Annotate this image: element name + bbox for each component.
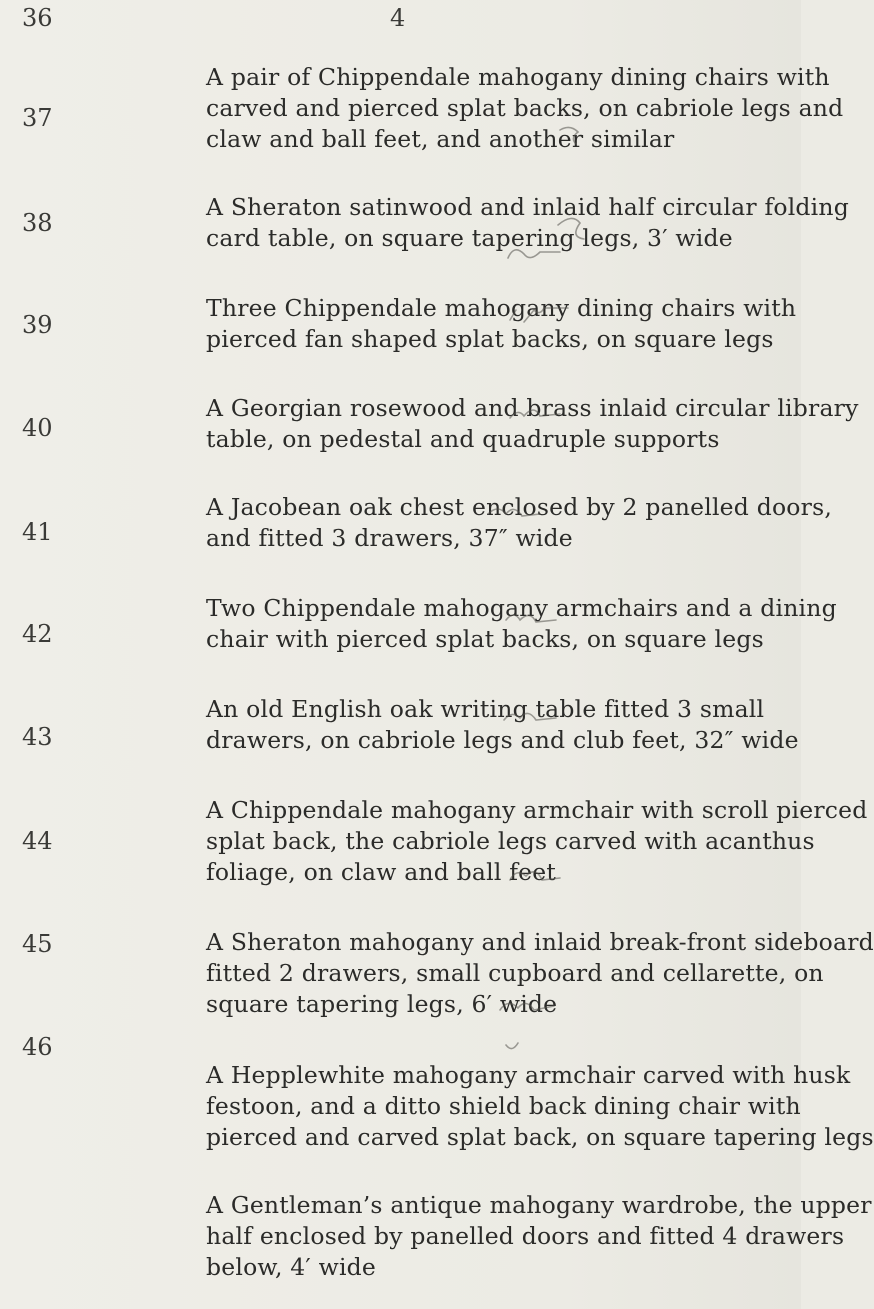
lot-description [206,795,868,888]
lot-line: A Jacobean oak chest enclosed by 2 panelled doors, [206,493,833,521]
lot-number: 43 [22,723,53,751]
lot-line: chair with pierced splat backs, on square legs [206,625,764,653]
lot-line: and fitted 3 drawers, 37″ wide [206,524,573,552]
lot-description [206,192,849,254]
lot-line: carved and pierced splat backs, on cabriole legs and [206,94,844,122]
lot-number: 38 [22,209,53,237]
lot-number: 45 [22,930,53,958]
lot-number: 36 [22,4,53,32]
lot-line: A pair of Chippendale mahogany dining chairs with [206,63,830,91]
lot-line: A Sheraton satinwood and inlaid half circular folding [206,193,849,221]
lot-line: fitted 2 drawers, small cupboard and cellarette, on [206,959,824,987]
lot-description [206,492,833,554]
lot-line: drawers, on cabriole legs and club feet, 32″ wide [206,726,799,754]
lot-line: A Hepplewhite mahogany armchair carved with husk [206,1061,851,1089]
lot-number: 41 [22,518,53,546]
lot-number: 42 [22,620,53,648]
lot-line: half enclosed by panelled doors and fitted 4 drawers [206,1222,845,1250]
lot-number: 44 [22,827,53,855]
lot-description [206,1060,874,1153]
lot-line: An old English oak writing table fitted 3 small [206,695,765,723]
lot-number: 39 [22,311,53,339]
lot-line: pierced and carved splat back, on square tapering legs [206,1123,874,1151]
pencil-mark [506,1043,518,1049]
lot-number: 37 [22,104,53,132]
lot-line: A Sheraton mahogany and inlaid break-front sideboard [206,928,874,956]
lot-line: A Chippendale mahogany armchair with scroll pierced [206,796,868,824]
lot-line: A Gentleman’s antique mahogany wardrobe, the upper [206,1191,872,1219]
lot-line: festoon, and a ditto shield back dining chair with [206,1092,801,1120]
lot-line: splat back, the cabriole legs carved with acanthus [206,827,815,855]
lot-line: card table, on square tapering legs, 3′ wide [206,224,733,252]
lot-description [206,293,797,355]
page-number: 4 [390,4,406,32]
lot-line: Three Chippendale mahogany dining chairs with [206,294,797,322]
lot-line: below, 4′ wide [206,1253,377,1281]
lot-line: pierced fan shaped splat backs, on square legs [206,325,774,353]
lot-line: foliage, on claw and ball feet [206,858,556,886]
lot-number: 40 [22,414,53,442]
lot-line: table, on pedestal and quadruple supports [206,425,720,453]
lot-number: 46 [22,1033,53,1061]
lot-description [206,62,844,155]
lot-line: Two Chippendale mahogany armchairs and a dining [206,594,837,622]
lot-description [206,927,874,1020]
lot-line: claw and ball feet, and another similar [206,125,675,153]
lot-description [206,393,859,455]
lot-description [206,593,837,655]
lot-description [206,694,799,756]
lot-description [206,1190,872,1283]
lot-line: A Georgian rosewood and brass inlaid circular library [206,394,859,422]
lot-line: square tapering legs, 6′ wide [206,990,558,1018]
